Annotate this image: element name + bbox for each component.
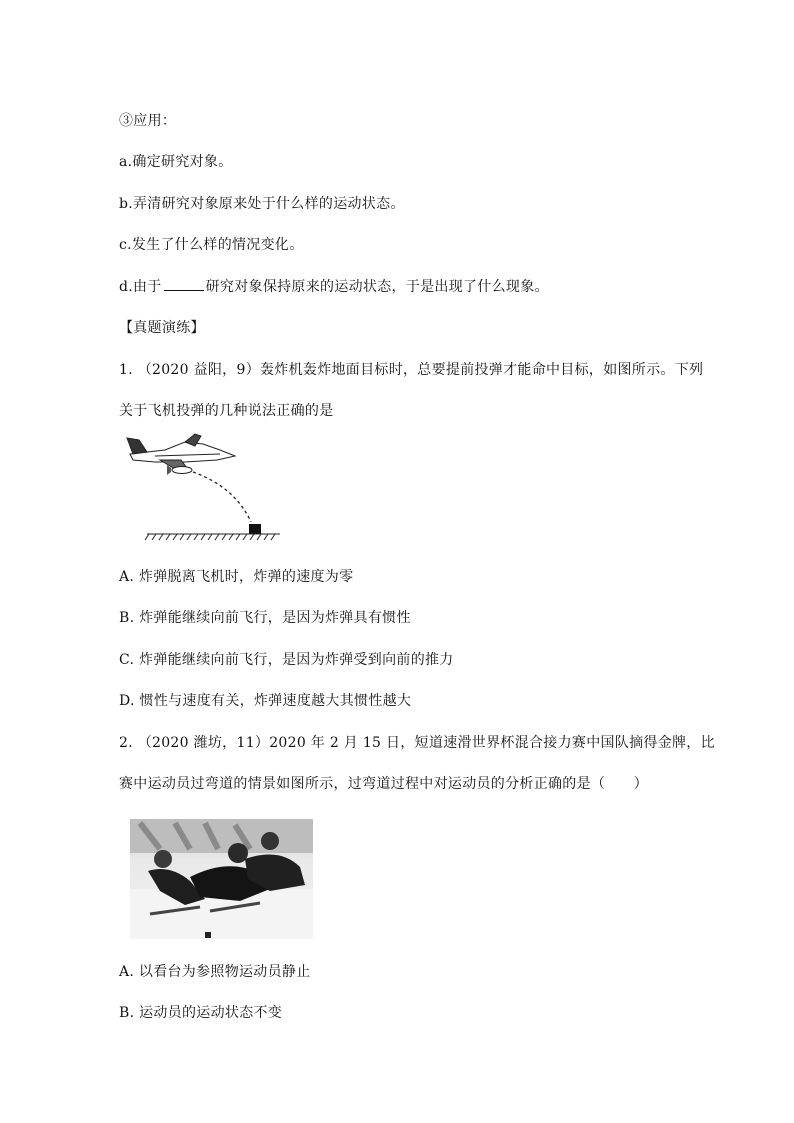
ground-target xyxy=(249,524,261,534)
q1-option-a: A. 炸弹脱离飞机时，炸弹的速度为零 xyxy=(119,569,354,585)
question-2-line-1: 2. （2020 潍坊，11）2020 年 2 月 15 日，短道速滑世界杯混合接力赛中国队摘得金牌，比 xyxy=(119,735,715,751)
q1-option-c: C. 炸弹能继续向前飞行，是因为炸弹受到向前的推力 xyxy=(119,652,454,668)
q1-option-b: B. 炸弹能继续向前飞行，是因为炸弹具有惯性 xyxy=(119,610,411,626)
skaters-illustration xyxy=(130,819,313,939)
step-a: a.确定研究对象。 xyxy=(119,154,233,170)
question-1-line-2: 关于飞机投弹的几种说法正确的是 xyxy=(119,403,334,419)
fill-blank xyxy=(164,278,204,291)
step-d-prefix: d.由于 xyxy=(119,279,162,295)
ground-line xyxy=(145,534,280,540)
q2-option-a: A. 以看台为参照物运动员静止 xyxy=(119,964,311,980)
bomb-trajectory xyxy=(193,472,251,522)
step-b: b.弄清研究对象原来处于什么样的运动状态。 xyxy=(119,196,405,212)
question-1-line-1: 1. （2020 益阳，9）轰炸机轰炸地面目标时，总要提前投弹才能命中目标，如图所示。下列 xyxy=(119,362,704,378)
practice-title: 【真题演练】 xyxy=(119,320,205,336)
q2-option-b: B. 运动员的运动状态不变 xyxy=(119,1005,283,1021)
q1-option-d: D. 惯性与速度有关，炸弹速度越大其惯性越大 xyxy=(119,693,412,709)
step-d xyxy=(119,278,549,296)
question-2-line-2: 赛中运动员过弯道的情景如图所示，过弯道过程中对运动员的分析正确的是（ ） xyxy=(119,776,649,792)
step-c: c.发生了什么样的情况变化。 xyxy=(119,237,304,253)
bomber-figure xyxy=(125,432,290,544)
application-heading: ③应用： xyxy=(119,113,177,129)
step-d-suffix: 研究对象保持原来的运动状态，于是出现了什么现象。 xyxy=(205,279,549,295)
speed-skating-photo xyxy=(130,819,313,939)
